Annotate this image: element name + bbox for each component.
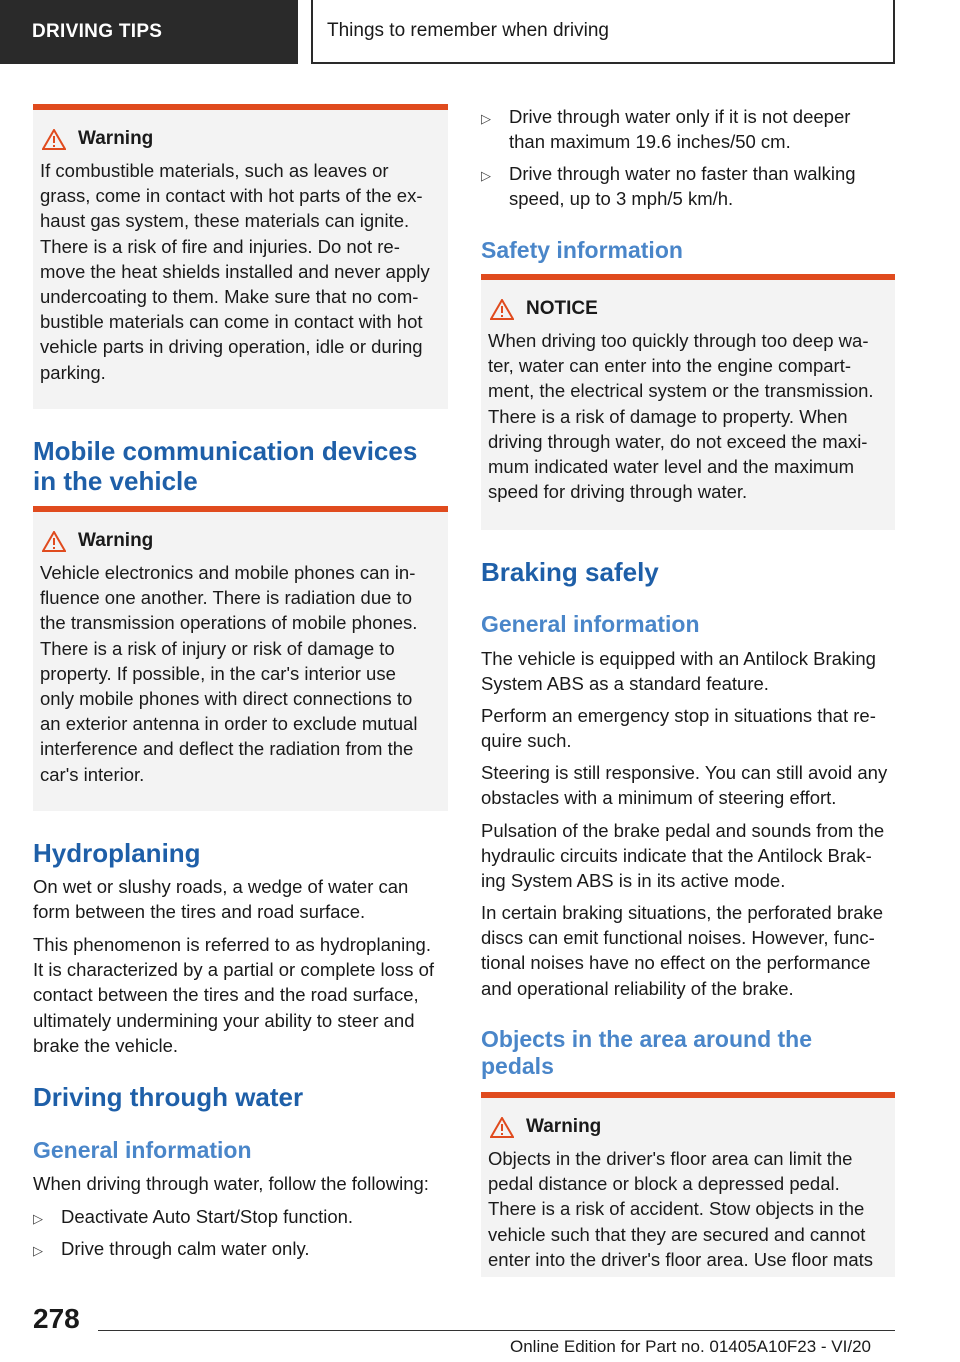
page-header-title: Things to remember when driving [311, 0, 895, 64]
warning-box-mobile [33, 506, 448, 811]
braking-paragraph-3: Steering is still responsive. You can still avoid any obstacles with a minimum of steering effort. [481, 762, 888, 809]
subheading-general-info: General information [481, 611, 700, 637]
heading-hydroplaning: Hydroplaning [33, 838, 201, 868]
hydro-paragraph-2: This phenomenon is referred to as hydroplaning. It is characterized by a partial or complete loss of contact between the tires and the road surface, ultimately undermining your ability to steer and brake the vehicle. [33, 934, 435, 1056]
list-item: ▷ Drive through water no faster than walking speed, up to 3 mph/5 km/h. [481, 161, 895, 211]
warning-box-pedals [481, 1092, 895, 1277]
bullet-triangle-icon: ▷ [481, 168, 491, 183]
hydro-paragraph-1: On wet or slushy roads, a wedge of water can form between the tires and road surface. [33, 876, 409, 923]
footer-rule [98, 1330, 895, 1331]
warning-title: Warning [526, 1116, 602, 1137]
heading-braking-safely: Braking safely [481, 557, 659, 587]
heading-safety-information: Safety information [481, 237, 683, 263]
warning-text: Vehicle electronics and mobile phones can in- fluence one another. There is radiation due to the transmission operations of mobile phones. There is a risk of injury or risk of damage to property. If possible, in the car's interior use only mobile phones with direct connections to an exterior antenna in order to exclude mutual interference and deflect the radiation from the car's interior. [40, 562, 418, 785]
heading-mobile-devices: Mobile communication devices in the vehicle [33, 436, 418, 496]
bullet-triangle-icon: ▷ [481, 111, 491, 126]
list-item: ▷ Drive through calm water only. [33, 1236, 448, 1263]
bullet-triangle-icon: ▷ [33, 1211, 43, 1226]
warning-triangle-icon [490, 1117, 514, 1138]
subheading-general-info: General information [33, 1137, 252, 1163]
warning-text: Objects in the driver's floor area can limit the pedal distance or block a depressed pedal. There is a risk of accident. Stow objects in the vehicle such that they are secured and cannot enter into the driver's floor area. Use floor mats [488, 1148, 874, 1270]
footer-edition: Online Edition for Part no. 01405A10F23 - VI/20 [510, 1337, 872, 1356]
braking-paragraph-1: The vehicle is equipped with an Antilock Braking System ABS as a standard feature. [481, 648, 876, 695]
notice-title: NOTICE [526, 298, 598, 319]
warning-title: Warning [78, 128, 154, 149]
page-number: 278 [33, 1303, 80, 1334]
warning-triangle-icon [490, 299, 514, 320]
heading-driving-water: Driving through water [33, 1082, 304, 1112]
braking-paragraph-5: In certain braking situations, the perforated brake discs can emit functional noises. However, func- tional noises have no effect on the performance and operational reliability of the brake. [481, 902, 884, 999]
list-item: ▷ Drive through water only if it is not deeper than maximum 19.6 inches/50 cm. [481, 104, 895, 154]
water-intro: When driving through water, follow the following: [33, 1173, 429, 1194]
warning-text: If combustible materials, such as leaves or grass, come in contact with hot parts of the ex- haust gas system, these materials can ignite. There is a risk of fire and injuries. Do not re- move the heat shields installed and never apply undercoating to them. Make sure that no com- bustible materials can come in contact with hot vehicle parts in driving operation, idle or during parking. [40, 160, 430, 383]
warning-title: Warning [78, 530, 154, 551]
braking-paragraph-4: Pulsation of the brake pedal and sounds from the hydraulic circuits indicate that the Antilock Brak- ing System ABS is in its active mode. [481, 820, 885, 892]
section-tab: DRIVING TIPS [0, 0, 298, 64]
warning-triangle-icon [42, 129, 66, 150]
warning-box-combustible [33, 104, 448, 409]
notice-text: When driving too quickly through too deep wa- ter, water can enter into the engine compart- ment, the electrical system or the transmission. There is a risk of damage to property. When driving through water, do not exceed the maxi- mum indicated water level and the maximum speed for driving through water. [488, 330, 874, 503]
list-item: ▷ Deactivate Auto Start/Stop function. [33, 1204, 448, 1231]
warning-triangle-icon [42, 531, 66, 552]
bullet-triangle-icon: ▷ [33, 1243, 43, 1258]
braking-paragraph-2: Perform an emergency stop in situations that re- quire such. [481, 705, 876, 752]
heading-objects-pedals: Objects in the area around the pedals [481, 1026, 813, 1079]
notice-box [481, 274, 895, 530]
